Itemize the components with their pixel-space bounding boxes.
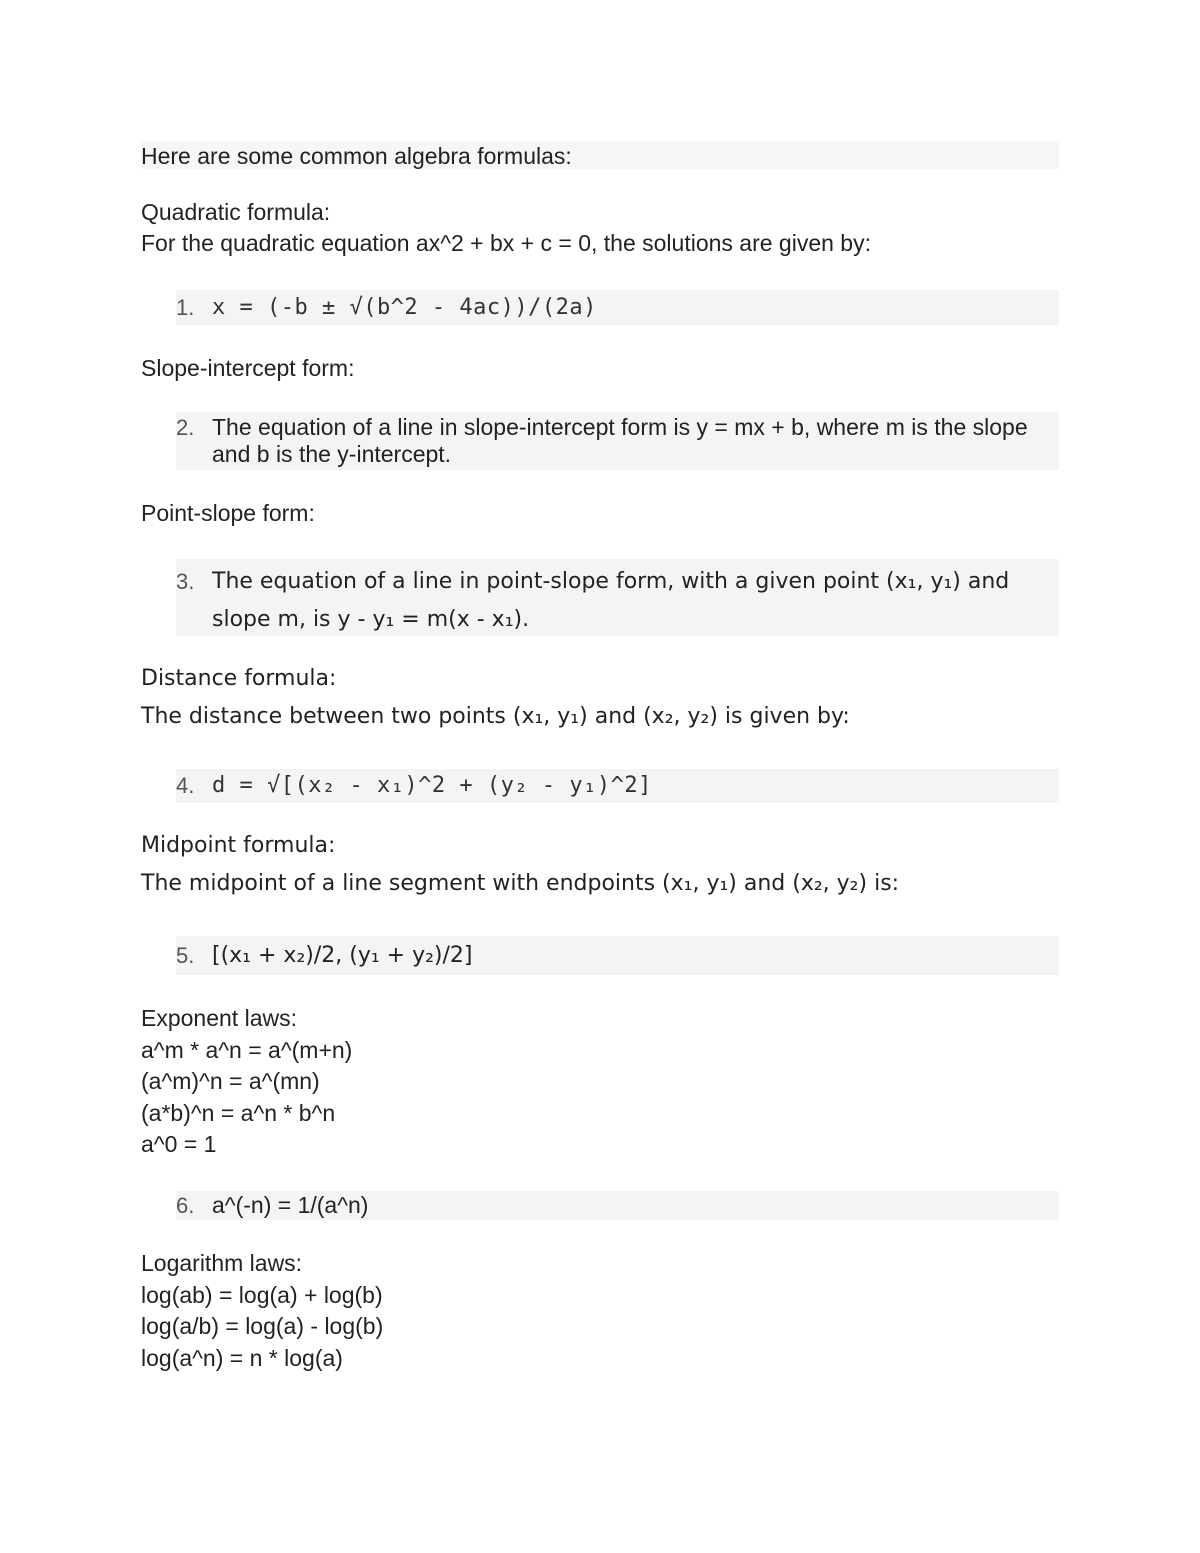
slope-intercept-heading: Slope-intercept form: [141,355,355,381]
list-item-1 [176,290,1059,325]
item-number: 6. [176,1193,195,1218]
distance-formula: d = √[(x₂ - x₁)^2 + (y₂ - y₁)^2] [212,773,652,798]
item-number: 5. [176,943,195,968]
logarithm-law-2: log(a/b) = log(a) - log(b) [141,1313,384,1339]
distance-text: The distance between two points (x₁, y₁) and (x₂, y₂) is given by: [141,704,850,729]
quadratic-text: For the quadratic equation ax^2 + bx + c = 0, the solutions are given by: [141,230,871,256]
item-number: 4. [176,773,195,798]
midpoint-text: The midpoint of a line segment with endpoints (x₁, y₁) and (x₂, y₂) is: [141,871,900,896]
logarithm-law-3: log(a^n) = n * log(a) [141,1345,343,1371]
intro-text: Here are some common algebra formulas: [141,143,572,169]
midpoint-heading: Midpoint formula: [141,833,336,858]
slope-intercept-formula: The equation of a line in slope-intercept form is y = mx + b, where m is the slope and b is the y-intercept. [212,414,1028,467]
quadratic-heading: Quadratic formula: [141,199,331,225]
item-number: 3. [176,569,195,594]
exponent-law-1: a^m * a^n = a^(m+n) [141,1037,353,1063]
midpoint-formula: [(x₁ + x₂)/2, (y₁ + y₂)/2] [212,943,473,968]
exponent-law-2: (a^m)^n = a^(mn) [141,1068,320,1094]
item-number: 2. [176,415,195,440]
exponent-heading: Exponent laws: [141,1005,297,1031]
point-slope-heading: Point-slope form: [141,500,315,526]
list-item-4 [176,769,1059,803]
item-number: 1. [176,295,195,320]
list-item-3 [176,559,1059,636]
exponent-law-3: (a*b)^n = a^n * b^n [141,1100,336,1126]
list-item-6 [176,1191,1059,1220]
point-slope-formula: The equation of a line in point-slope form, with a given point (x₁, y₁) and slope m, is y - y₁ = m(x - x₁). [212,569,1010,632]
list-item-2 [176,412,1059,470]
list-item-5 [176,936,1059,975]
quadratic-formula: x = (-b ± √(b^2 - 4ac))/(2a) [212,295,597,320]
logarithm-heading: Logarithm laws: [141,1250,303,1276]
exponent-law-4: a^0 = 1 [141,1131,217,1157]
distance-heading: Distance formula: [141,666,337,691]
negative-exponent-formula: a^(-n) = 1/(a^n) [212,1192,369,1218]
logarithm-law-1: log(ab) = log(a) + log(b) [141,1282,383,1308]
